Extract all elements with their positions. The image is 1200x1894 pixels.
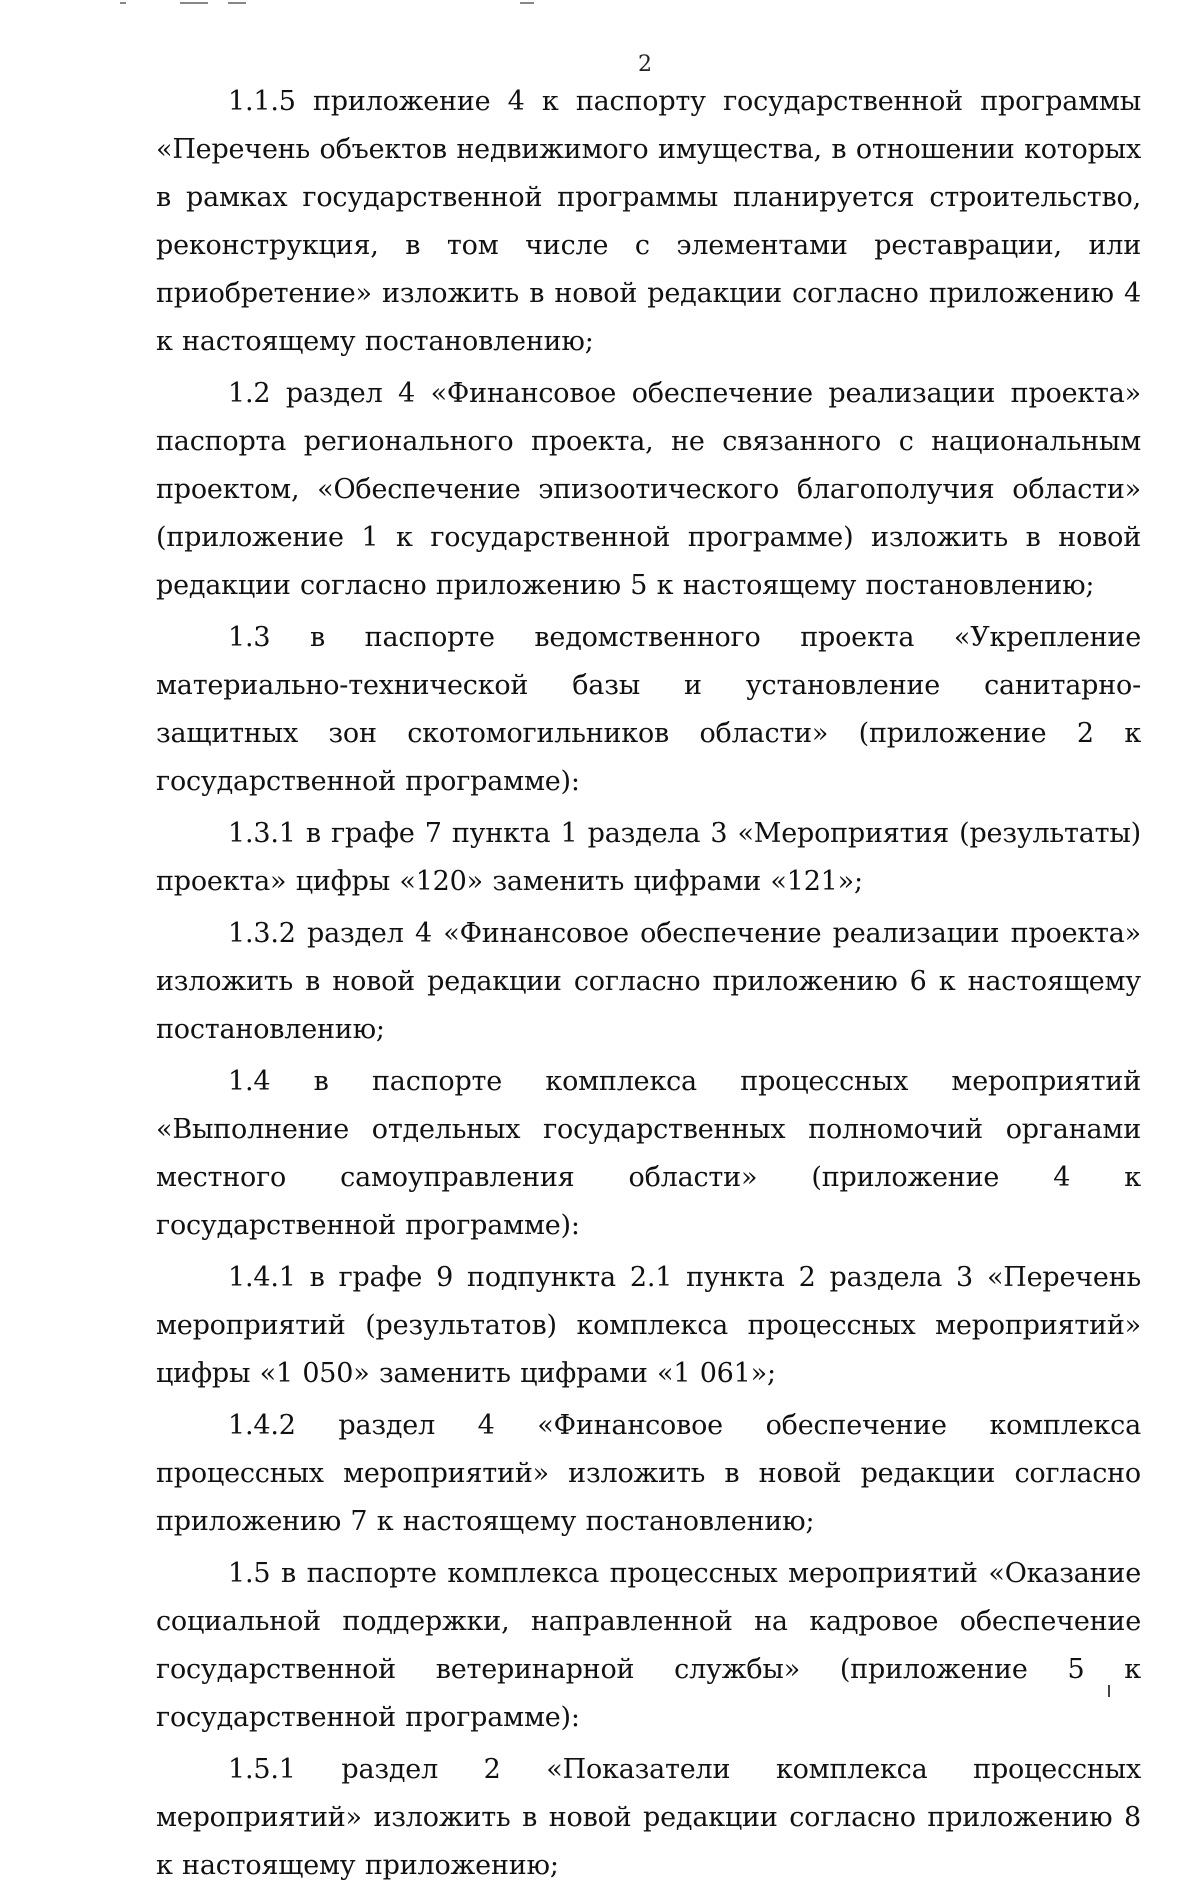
scan-artifact-marks xyxy=(120,0,620,6)
paragraph-1-4-2: 1.4.2 раздел 4 «Финансовое обеспечение комплекса процессных мероприятий» изложить в новой редакции согласно приложению 7 к настоящему постановлению; xyxy=(156,1410,1141,1537)
paragraph-1-3: 1.3 в паспорте ведомственного проекта «Укрепление материально-технической базы и установление санитарно-защитных зон скотомогильников области» (приложение 2 к государственной программе): xyxy=(156,622,1141,797)
scan-edge-mark xyxy=(1108,1685,1110,1697)
paragraph-1-4: 1.4 в паспорте комплекса процессных мероприятий «Выполнение отдельных государственных полномочий органами местного самоуправления области» (приложение 4 к государственной программе): xyxy=(156,1066,1141,1241)
paragraph-1-3-1: 1.3.1 в графе 7 пункта 1 раздела 3 «Мероприятия (результаты) проекта» цифры «120» заменить цифрами «121»; xyxy=(156,818,1141,897)
paragraph-1-5-1: 1.5.1 раздел 2 «Показатели комплекса процессных мероприятий» изложить в новой редакции согласно приложению 8 к настоящему приложению; xyxy=(156,1754,1141,1881)
page-number: 2 xyxy=(638,52,652,77)
paragraph-1-2: 1.2 раздел 4 «Финансовое обеспечение реализации проекта» паспорта регионального проекта, не связанного с национальным проектом, «Обеспечение эпизоотического благополучия области» (приложение 1 к государственной программе) изложить в новой редакции согласно приложению 5 к настоящему постановлению; xyxy=(156,378,1141,601)
document-body xyxy=(156,78,1141,1894)
paragraph-1-4-1: 1.4.1 в графе 9 подпункта 2.1 пункта 2 раздела 3 «Перечень мероприятий (результатов) комплекса процессных мероприятий» цифры «1 050» заменить цифрами «1 061»; xyxy=(156,1262,1141,1389)
paragraph-1-3-2: 1.3.2 раздел 4 «Финансовое обеспечение реализации проекта» изложить в новой редакции согласно приложению 6 к настоящему постановлению; xyxy=(156,918,1141,1045)
paragraph-1-1-5: 1.1.5 приложение 4 к паспорту государственной программы «Перечень объектов недвижимого имущества, в отношении которых в рамках государственной программы планируется строительство, реконструкция, в том числе с элементами реставрации, или приобретение» изложить в новой редакции согласно приложению 4 к настоящему постановлению; xyxy=(156,86,1141,357)
paragraph-1-5: 1.5 в паспорте комплекса процессных мероприятий «Оказание социальной поддержки, направленной на кадровое обеспечение государственной ветеринарной службы» (приложение 5 к государственной программе): xyxy=(156,1558,1141,1733)
